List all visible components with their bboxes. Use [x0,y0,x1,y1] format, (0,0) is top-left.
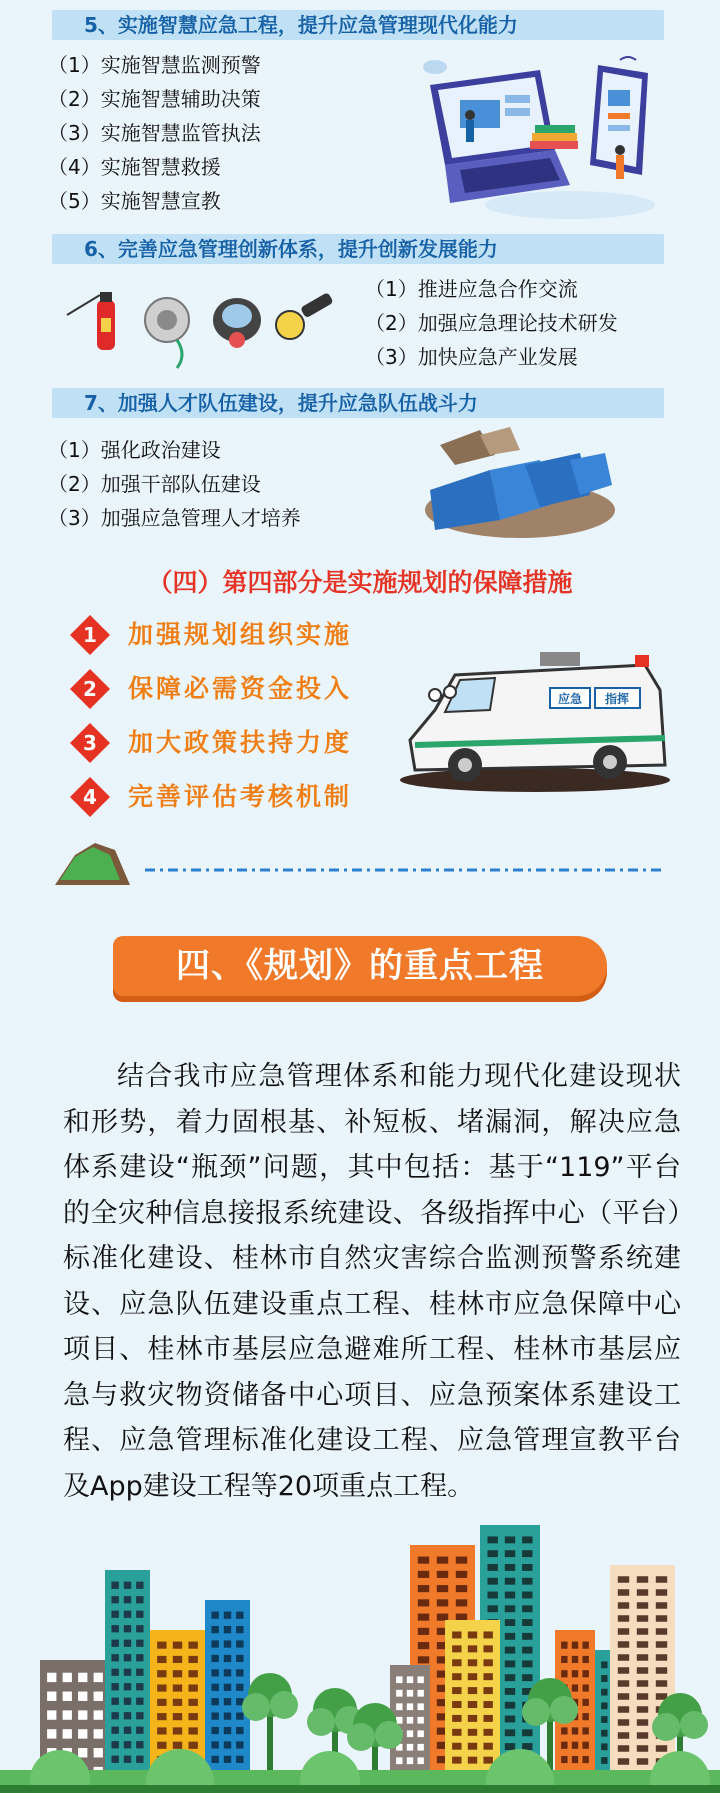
section5-item-4: （4）实施智慧救援 [48,155,221,179]
command-vehicle-illustration [395,650,670,795]
measure-label-2: 保障必需资金投入 [128,674,353,703]
key-projects-heading: 四、《规划》的重点工程 [176,946,544,986]
key-projects-banner [113,936,607,996]
svg-text:3: 3 [83,731,97,755]
section5-title: 5、实施智慧应急工程，提升应急管理现代化能力 [84,13,518,37]
number-badge-4-icon [70,777,110,817]
section5-title-bar [52,10,664,40]
section5-item-5: （5）实施智慧宣教 [48,189,221,213]
smart-devices-illustration [420,55,660,225]
section7-title: 7、加强人才队伍建设，提升应急队伍战斗力 [84,391,478,415]
emergency-equipment-illustration [62,280,342,370]
section5-item-3: （3）实施智慧监管执法 [48,121,261,145]
section7-item-3: （3）加强应急管理人才培养 [48,506,301,530]
section6-title: 6、完善应急管理创新体系，提升创新发展能力 [84,237,498,261]
section6-title-bar [52,234,664,264]
rescue-tents-illustration [420,425,620,540]
divider-illustration [55,835,670,890]
svg-text:1: 1 [83,623,97,647]
key-projects-paragraph [63,1054,681,1509]
section7-title-bar [52,388,664,418]
svg-text:应急: 应急 [557,692,583,706]
svg-text:指挥: 指挥 [604,692,630,706]
svg-text:2: 2 [83,677,97,701]
number-badge-1-icon [70,615,110,655]
section6-item-3: （3）加快应急产业发展 [365,345,578,369]
section5-item-2: （2）实施智慧辅助决策 [48,87,261,111]
section7-item-1: （1）强化政治建设 [48,438,221,462]
section7-item-2: （2）加强干部队伍建设 [48,472,261,496]
section6-item-1: （1）推进应急合作交流 [365,277,578,301]
number-badge-3-icon [70,723,110,763]
measure-label-3: 加大政策扶持力度 [128,728,353,757]
part4-title: （四）第四部分是实施规划的保障措施 [147,568,573,597]
measure-label-4: 完善评估考核机制 [128,782,353,811]
city-skyline-illustration [0,1525,720,1793]
key-projects-text: 结合我市应急管理体系和能力现代化建设现状和形势，着力固根基、补短板、堵漏洞，解决应急体系建设“瓶颈”问题，其中包括：基于“119”平台的全灾种信息接报系统建设、各级指挥中心（平台）标准化建设、桂林市自然灾害综合监测预警系统建设、应急队伍建设重点工程、桂林市应急保障中心项目、桂林市基层应急避难所工程、桂林市基层应急与救灾物资储备中心项目、应急预案体系建设工程、应急管理标准化建设工程、应急管理宣教平台及App建设工程等20项重点工程。 [63,1061,681,1502]
number-badge-2-icon [70,669,110,709]
measure-label-1: 加强规划组织实施 [128,620,353,649]
svg-text:4: 4 [83,785,97,809]
section5-item-1: （1）实施智慧监测预警 [48,53,261,77]
section6-item-2: （2）加强应急理论技术研发 [365,311,618,335]
